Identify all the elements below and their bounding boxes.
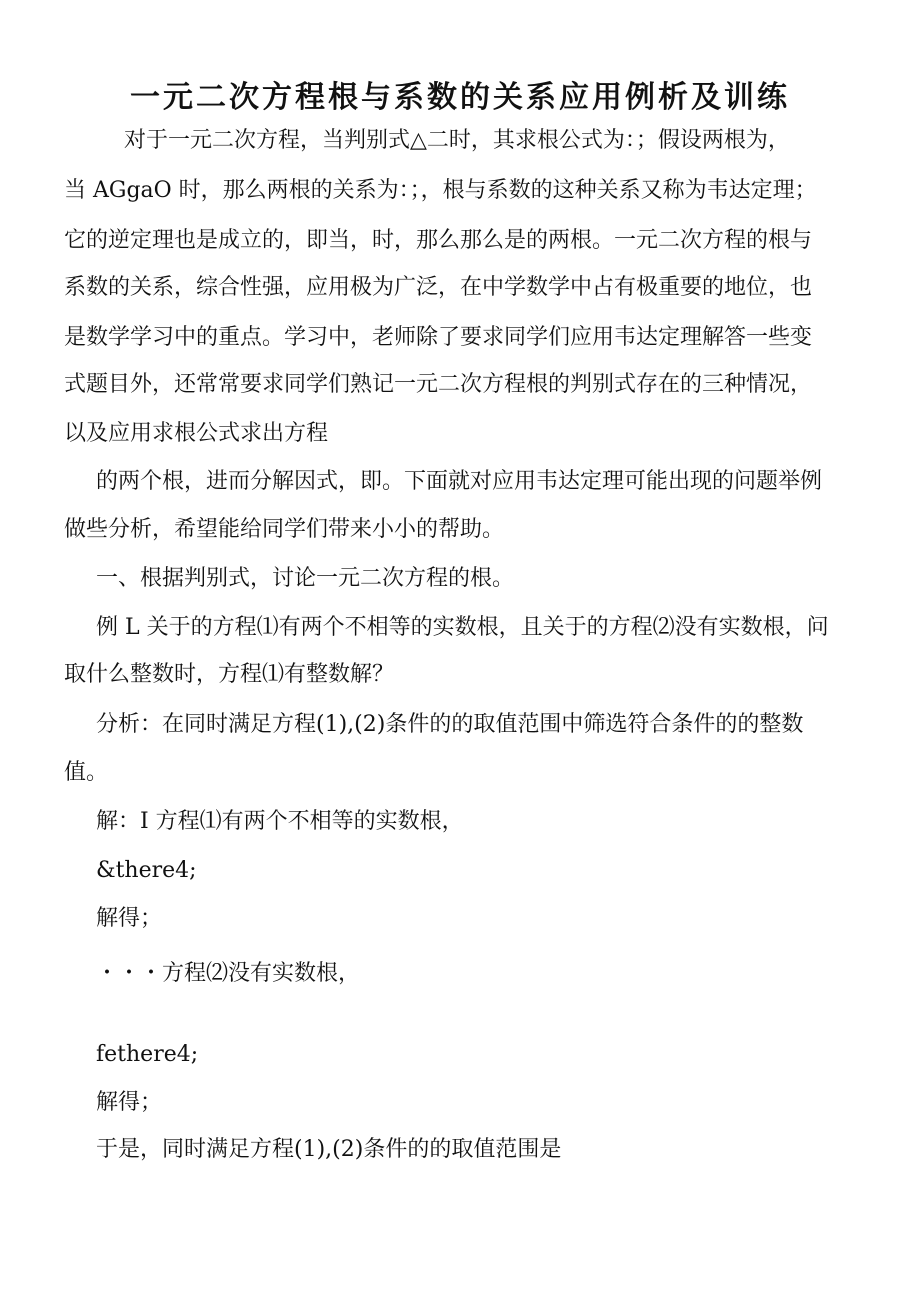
paragraph-line: 以及应用求根公式求出方程 xyxy=(64,421,329,446)
solution-line: ・・・方程⑵没有实数根， xyxy=(96,961,361,986)
solution-line: &there4; xyxy=(96,858,197,883)
solution-line: 解得； xyxy=(96,906,163,931)
paragraph-line: 当 AGgaO 时，那么两根的关系为：；，根与系数的这种关系又称为韦达定理； xyxy=(64,178,817,203)
paragraph-line: 做些分析，希望能给同学们带来小小的帮助。 xyxy=(64,517,505,542)
example-line: 取什么整数时，方程⑴有整数解？ xyxy=(64,662,395,687)
paragraph-line: 系数的关系，综合性强，应用极为广泛，在中学数学中占有极重要的地位，也 xyxy=(64,275,813,300)
section-heading: 一、根据判别式，讨论一元二次方程的根。 xyxy=(96,566,515,591)
solution-line: 于是，同时满足方程(1),(2)条件的的取值范围是 xyxy=(96,1137,562,1162)
solution-line: 解：I 方程⑴有两个不相等的实数根， xyxy=(96,809,464,834)
analysis-line: 值。 xyxy=(64,760,109,785)
analysis-line: 分析：在同时满足方程(1),(2)条件的的取值范围中筛选符合条件的的整数 xyxy=(96,712,804,737)
paragraph-line: 的两个根，进而分解因式，即。下面就对应用韦达定理可能出现的问题举例 xyxy=(96,469,823,494)
paragraph-line: 对于一元二次方程，当判别式△二时，其求根公式为：；假设两根为， xyxy=(124,128,790,153)
document-title: 一元二次方程根与系数的关系应用例析及训练 xyxy=(130,80,790,115)
paragraph-line: 它的逆定理也是成立的，即当，时，那么那么是的两根。一元二次方程的根与 xyxy=(64,228,813,253)
paragraph-line: 式题目外，还常常要求同学们熟记一元二次方程根的判别式存在的三种情况， xyxy=(64,372,813,397)
solution-line: 解得； xyxy=(96,1090,163,1115)
example-line: 例 L 关于的方程⑴有两个不相等的实数根，且关于的方程⑵没有实数根，问 xyxy=(96,615,829,640)
solution-line: fethere4; xyxy=(96,1042,199,1067)
paragraph-line: 是数学学习中的重点。学习中，老师除了要求同学们应用韦达定理解答一些变 xyxy=(64,325,813,350)
